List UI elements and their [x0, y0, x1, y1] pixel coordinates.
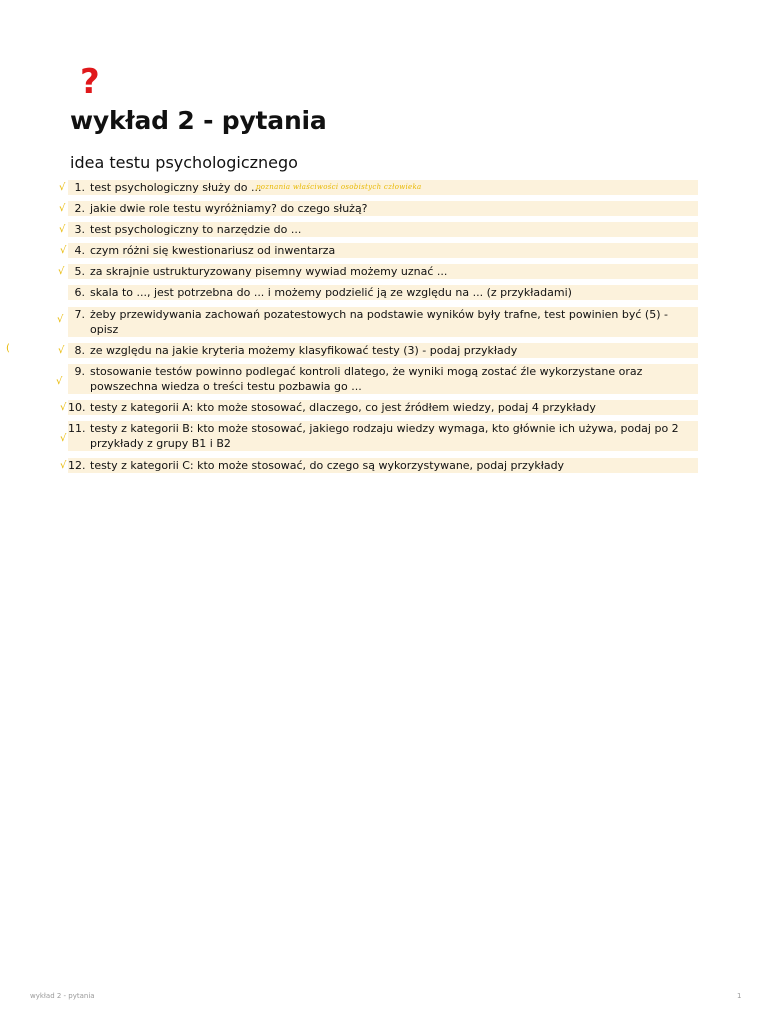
question-mark-glyph: ?: [80, 62, 100, 102]
checkmark-icon: √: [58, 345, 65, 356]
item-text: testy z kategorii B: kto może stosować, jakiego rodzaju wiedzy wymaga, kto głównie ich używa, podaj po 2 przykłady z grupy B1 i B2: [90, 422, 679, 450]
checkmark-icon: √: [57, 314, 64, 325]
item-number: 10.: [68, 401, 86, 414]
annotation-mark-icon: (: [6, 343, 10, 354]
item-text: testy z kategorii C: kto może stosować, do czego są wykorzystywane, podaj przykłady: [90, 459, 565, 472]
list-item: [68, 264, 698, 279]
list-item: [68, 243, 698, 258]
checkmark-icon: √: [59, 203, 66, 214]
question-mark-icon: [80, 62, 100, 102]
item-number: 8.: [74, 344, 85, 357]
item-number: 1.: [74, 181, 85, 194]
item-text: test psychologiczny to narzędzie do ...: [90, 223, 302, 236]
checkmark-icon: √: [60, 433, 67, 444]
checkmark-icon: √: [60, 245, 67, 256]
item-number: 12.: [68, 459, 86, 472]
page-number: 1: [737, 992, 742, 1000]
item-text: za skrajnie ustrukturyzowany pisemny wywiad możemy uznać ...: [90, 265, 448, 278]
handwritten-note: poznania właściwości osobistych człowieka: [256, 183, 422, 191]
checkmark-icon: √: [58, 266, 65, 277]
item-text: test psychologiczny służy do ...: [90, 181, 262, 194]
item-text: ze względu na jakie kryteria możemy klasyfikować testy (3) - podaj przykłady: [90, 344, 518, 357]
item-text: testy z kategorii A: kto może stosować, dlaczego, co jest źródłem wiedzy, podaj 4 przykłady: [90, 401, 596, 414]
section-title: idea testu psychologicznego: [70, 153, 298, 172]
item-text: stosowanie testów powinno podlegać kontroli dlatego, że wyniki mogą zostać źle wykorzystane oraz powszechna wiedza o treści testu pozbawia go ...: [90, 365, 643, 393]
item-text: skala to ..., jest potrzebna do ... i możemy podzielić ją ze względu na ... (z przykładami): [90, 286, 572, 299]
item-number: 4.: [74, 244, 85, 257]
item-number: 11.: [68, 422, 86, 435]
list-item: [68, 400, 698, 415]
checkmark-icon: √: [60, 460, 67, 471]
item-number: 5.: [74, 265, 85, 278]
list-item: [68, 307, 698, 337]
item-number: 6.: [74, 286, 85, 299]
item-text: żeby przewidywania zachowań pozatestowych na podstawie wyników były trafne, test powinien być (5) - opisz: [90, 308, 668, 336]
list-item: [68, 421, 698, 451]
list-item: [68, 285, 698, 300]
item-number: 9.: [74, 365, 85, 378]
checkmark-icon: √: [59, 182, 66, 193]
item-number: 3.: [74, 223, 85, 236]
footer-title: wykład 2 - pytania: [30, 992, 95, 1000]
list-item: [68, 222, 698, 237]
page-title: wykład 2 - pytania: [70, 106, 327, 135]
item-number: 7.: [74, 308, 85, 321]
item-number: 2.: [74, 202, 85, 215]
list-item: [68, 364, 698, 394]
checkmark-icon: √: [56, 376, 63, 387]
item-text: jakie dwie role testu wyróżniamy? do czego służą?: [90, 202, 368, 215]
checkmark-icon: √: [59, 224, 66, 235]
item-text: czym różni się kwestionariusz od inwentarza: [90, 244, 336, 257]
checkmark-icon: √: [60, 402, 67, 413]
list-item: [68, 343, 698, 358]
list-item: [68, 201, 698, 216]
list-item: [68, 458, 698, 473]
